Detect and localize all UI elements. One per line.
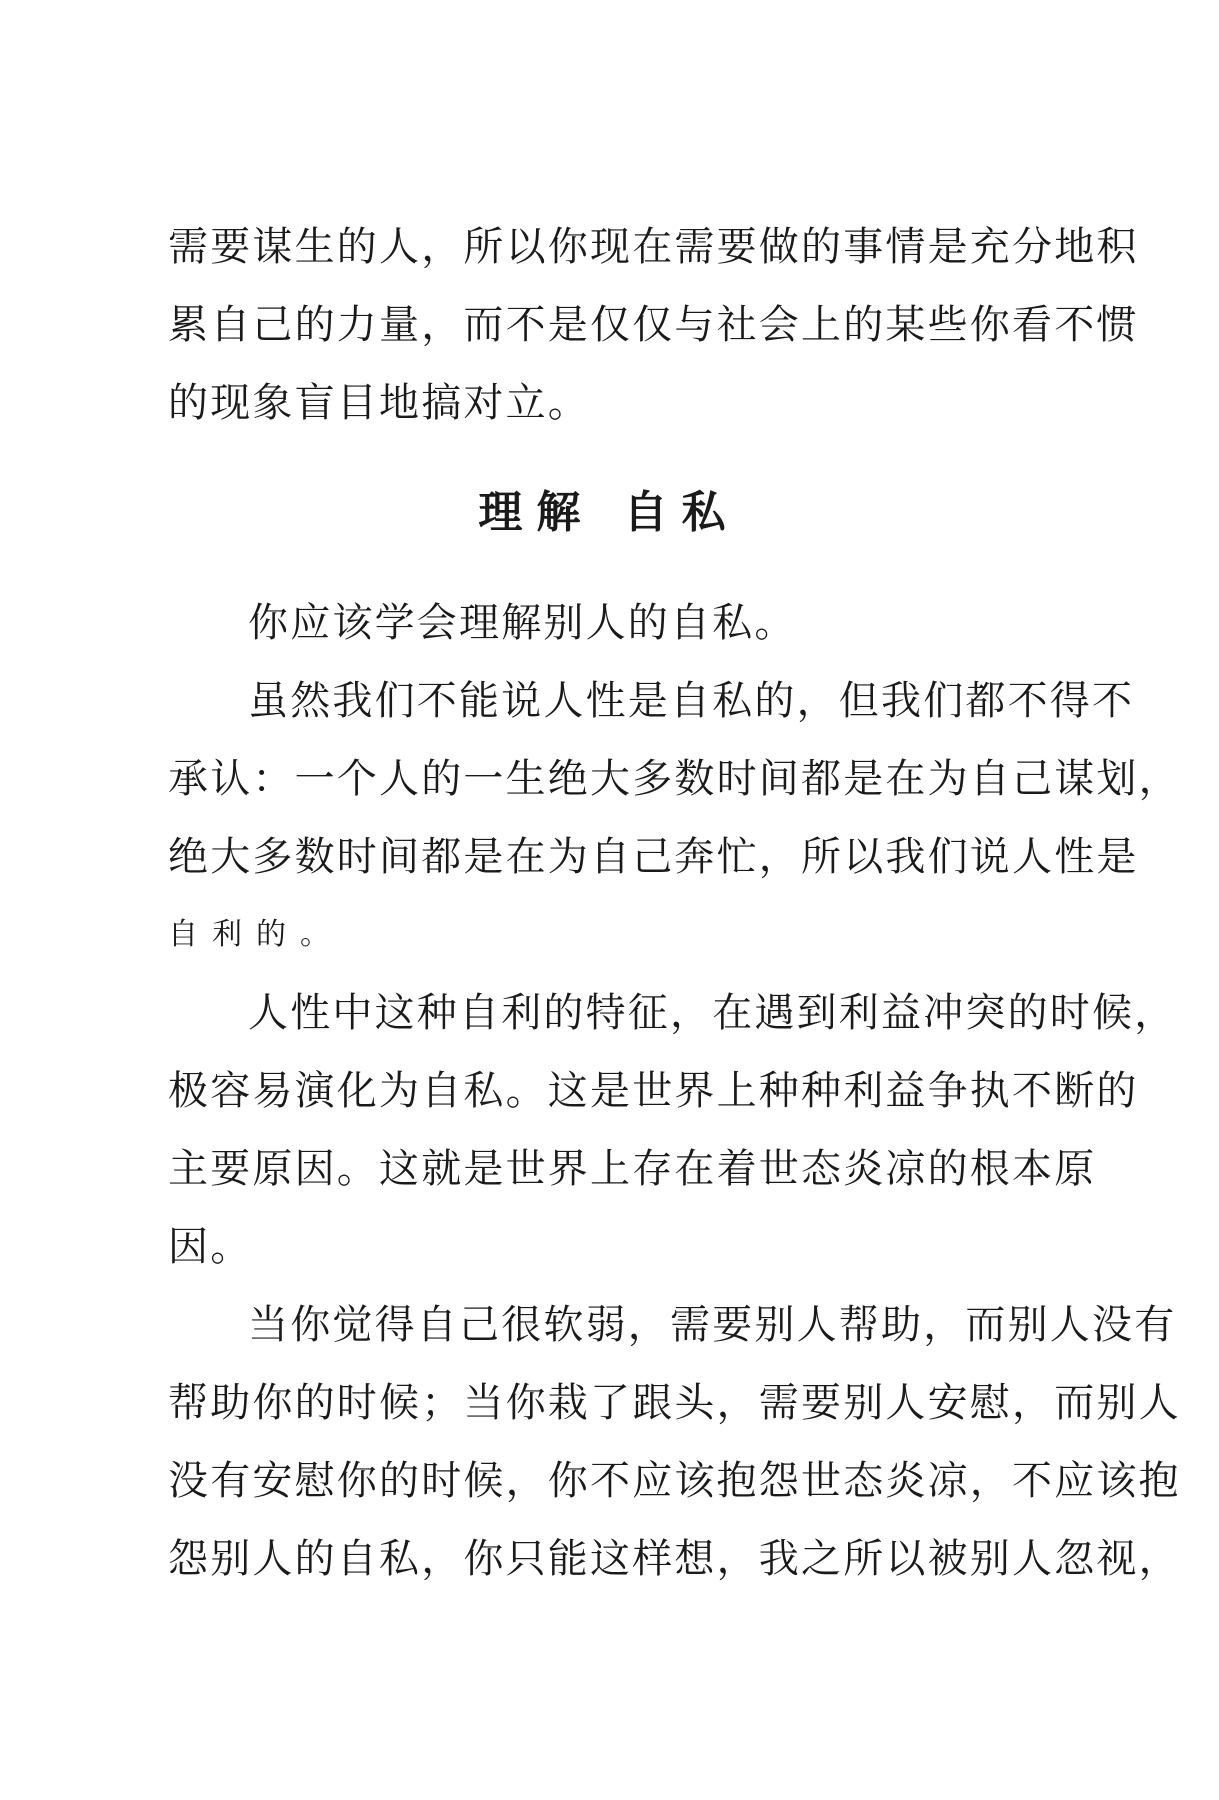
- paragraph-first-line: 人性中这种自利的特征，在遇到利益冲突的时候，: [248, 990, 1177, 1036]
- paragraph-first-line: 虽然我们不能说人性是自私的，但我们都不得不: [248, 678, 1135, 724]
- paragraph-first-line: 当你觉得自己很软弱，需要别人帮助，而别人没有: [248, 1302, 1177, 1348]
- text-line: 自利的。: [168, 917, 344, 952]
- text-line: 承认：一个人的一生绝大多数时间都是在为自己谋划，: [168, 756, 1181, 802]
- text-line: 主要原因。这就是世界上存在着世态炎凉的根本原: [168, 1146, 1097, 1192]
- text-line: 没有安慰你的时候，你不应该抱怨世态炎凉，不应该抱: [168, 1458, 1181, 1504]
- text-line: 极容易演化为自私。这是世界上种种利益争执不断的: [168, 1068, 1139, 1114]
- paragraph-first-line: 你应该学会理解别人的自私。: [248, 600, 797, 646]
- text-line: 需要谋生的人，所以你现在需要做的事情是充分地积: [168, 224, 1139, 270]
- book-page: [168, 208, 1181, 1598]
- text-line: 绝大多数时间都是在为自己奔忙，所以我们说人性是: [168, 834, 1139, 880]
- text-line: 的现象盲目地搞对立。: [168, 380, 590, 426]
- text-line: 帮助你的时候；当你栽了跟头，需要别人安慰，而别人: [168, 1380, 1181, 1426]
- text-line: 累自己的力量，而不是仅仅与社会上的某些你看不惯: [168, 302, 1139, 348]
- text-line: 怨别人的自私，你只能这样想，我之所以被别人忽视，: [168, 1536, 1181, 1582]
- text-line: 因。: [168, 1224, 253, 1270]
- section-title: 理解 自私: [478, 487, 740, 538]
